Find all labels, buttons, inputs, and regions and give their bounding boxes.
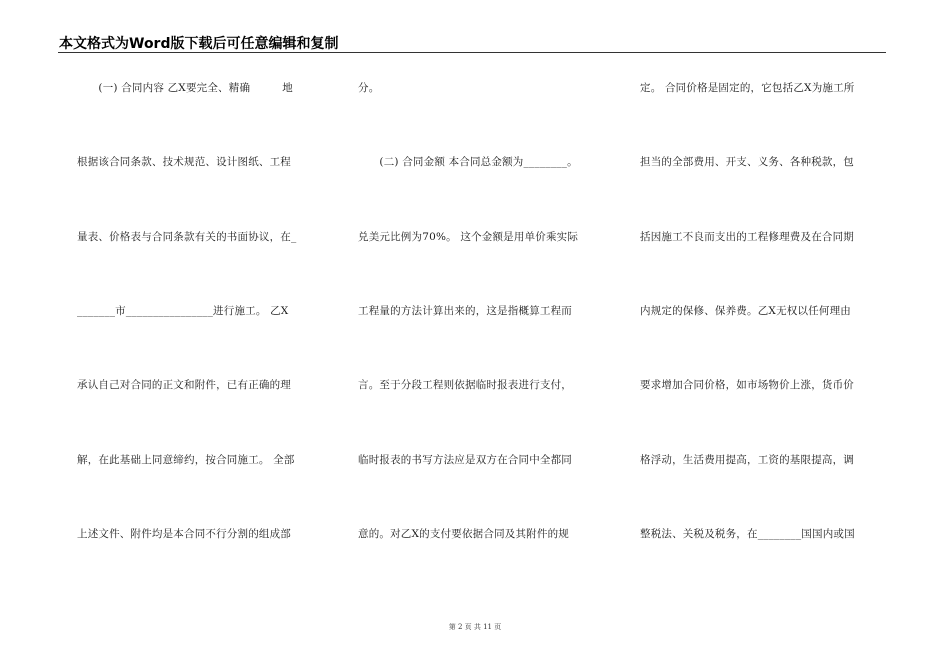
text-line: 量表、价格表与合同条款有关的书面协议，在_	[77, 230, 297, 243]
text-line: 兑美元比例为70%。 这个金额是用单价乘实际	[358, 230, 579, 243]
text-line: 定。 合同价格是固定的，它包括乙X为施工所	[640, 82, 855, 94]
document-header-title: 本文格式为Word版下载后可任意编辑和复制	[59, 36, 339, 52]
text-line: 意的。对乙X的支付要依据合同及其附件的规	[358, 527, 569, 540]
header-divider	[58, 52, 886, 53]
text-line: 担当的全部费用、开支、义务、各种税款，包	[640, 156, 854, 169]
text-line: 括因施工不良而支出的工程修理费及在合同期	[640, 230, 854, 243]
text-line: _______市________________进行施工。 乙X	[77, 304, 289, 317]
page-number-footer: 第 2 页 共 11 页	[448, 623, 502, 631]
text-line: (一) 合同内容 乙X要完全、精确 地	[77, 82, 293, 94]
text-line: 临时报表的书写方法应是双方在合同中全都同	[358, 453, 572, 466]
text-line: 分。	[358, 82, 380, 94]
text-line: (二) 合同金额 本合同总金额为________。	[358, 156, 578, 169]
text-line: 言。至于分段工程则依据临时报表进行支付，	[358, 379, 572, 392]
text-line: 承认自己对合同的正文和附件，已有正确的理	[77, 379, 291, 392]
text-line: 整税法、关税及税务，在________国国内或国	[640, 527, 855, 540]
text-line: 根据该合同条款、技术规范、设计图纸、工程	[77, 156, 291, 169]
text-line: 要求增加合同价格，如市场物价上涨，货币价	[640, 379, 854, 392]
text-line: 格浮动，生活费用提高，工资的基限提高，调	[640, 453, 854, 466]
text-line: 上述文件、附件均是本合同不行分割的组成部	[77, 527, 291, 540]
text-line: 工程量的方法计算出来的，这是指概算工程而	[358, 304, 572, 317]
text-line: 解，在此基础上同意缔约，按合同施工。 全部	[77, 453, 295, 466]
text-line: 内规定的保修、保养费。乙X无权以任何理由	[640, 304, 851, 317]
